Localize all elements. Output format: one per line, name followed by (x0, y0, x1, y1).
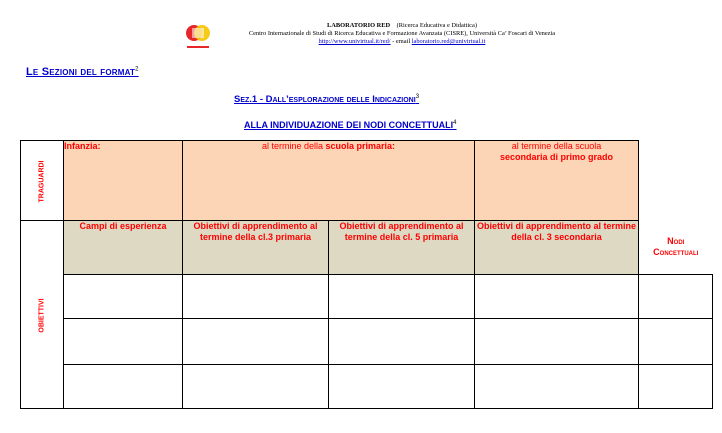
traguardi-row (21, 141, 713, 221)
footnote-ref-2[interactable]: 2 (135, 66, 139, 73)
footnote-ref-4[interactable]: 4 (453, 120, 457, 126)
email-link[interactable]: laboratorio.red@univirtual.it (411, 38, 486, 46)
table-cell[interactable] (475, 275, 639, 319)
nodi-label-1: Nodi (667, 236, 685, 247)
infanzia-cell[interactable] (64, 141, 183, 221)
table-cell[interactable] (183, 275, 329, 319)
table-cell[interactable] (475, 365, 639, 409)
primaria-bold: scuola primaria: (325, 141, 396, 151)
table-row (21, 365, 713, 409)
table-cell[interactable] (183, 365, 329, 409)
sezioni-title (26, 66, 139, 78)
obj-cl3-primaria-label: Obiettivi di apprendimento al termine della cl.3 primaria (193, 221, 318, 242)
secondaria-bold: secondaria di primo grado (499, 152, 614, 162)
sez1-title-text: Sez.1 - Dall’esplorazione delle Indicazioni (234, 94, 416, 106)
campi-label: Campi di esperienza (79, 221, 167, 231)
table-row (21, 275, 713, 319)
lab-name: LABORATORIO RED (327, 22, 391, 29)
table-cell[interactable] (329, 319, 475, 365)
obiettivi-header-row (21, 221, 713, 275)
infanzia-label: Infanzia: (64, 141, 101, 151)
sezioni-title-text: Le Sezioni del format (26, 66, 136, 78)
nodi-header-cell (639, 221, 713, 275)
header-text (222, 22, 582, 47)
obj-cl3-primaria-cell (183, 221, 329, 275)
alla-title-text: ALLA INDIVIDUAZIONE DEI NODI CONCETTUALI (244, 120, 454, 130)
table-row (21, 319, 713, 365)
table-cell[interactable] (329, 275, 475, 319)
obj-cl5-primaria-label: Obiettivi di apprendimento al termine della cl. 5 primaria (339, 221, 464, 242)
primaria-cell[interactable] (183, 141, 475, 221)
website-link[interactable]: http://www.univirtual.it/red/ (318, 38, 391, 46)
centre-name: Centro Internazionale di Studi di Ricerca Educativa e Formazione Avanzata (CISRE), Università Ca’ Foscari di Venezia (248, 30, 556, 38)
table-cell[interactable] (639, 319, 713, 365)
obj-cl5-primaria-cell (329, 221, 475, 275)
secondaria-cell[interactable] (475, 141, 639, 221)
empty-top-right (639, 141, 713, 221)
traguardi-label-cell (21, 141, 64, 221)
table-cell[interactable] (329, 365, 475, 409)
sez1-title (234, 94, 419, 105)
obj-cl3-secondaria-label: Obiettivi di apprendimento al termine della cl. 3 secondaria (476, 221, 637, 242)
table-cell[interactable] (183, 319, 329, 365)
primaria-pre: al termine della (261, 141, 326, 151)
lab-red-logo (184, 22, 212, 52)
obiettivi-label-cell (21, 221, 64, 409)
email-label: - email (390, 38, 412, 46)
lab-subtitle: (Ricerca Educativa e Didattica) (396, 22, 477, 29)
table-cell[interactable] (475, 319, 639, 365)
obj-cl3-secondaria-cell (475, 221, 639, 275)
nodi-label-2: Concettuali (653, 247, 699, 258)
table-cell[interactable] (639, 365, 713, 409)
alla-title (244, 120, 457, 130)
format-table (20, 140, 713, 409)
obiettivi-label: OBIETTIVI (38, 297, 46, 333)
secondaria-pre: al termine della scuola (511, 141, 602, 151)
table-cell[interactable] (639, 275, 713, 319)
footnote-ref-3[interactable]: 3 (415, 94, 420, 100)
table-cell[interactable] (64, 319, 183, 365)
traguardi-label: TRAGUARDI (38, 160, 46, 202)
table-cell[interactable] (64, 365, 183, 409)
campi-cell (64, 221, 183, 275)
table-cell[interactable] (64, 275, 183, 319)
